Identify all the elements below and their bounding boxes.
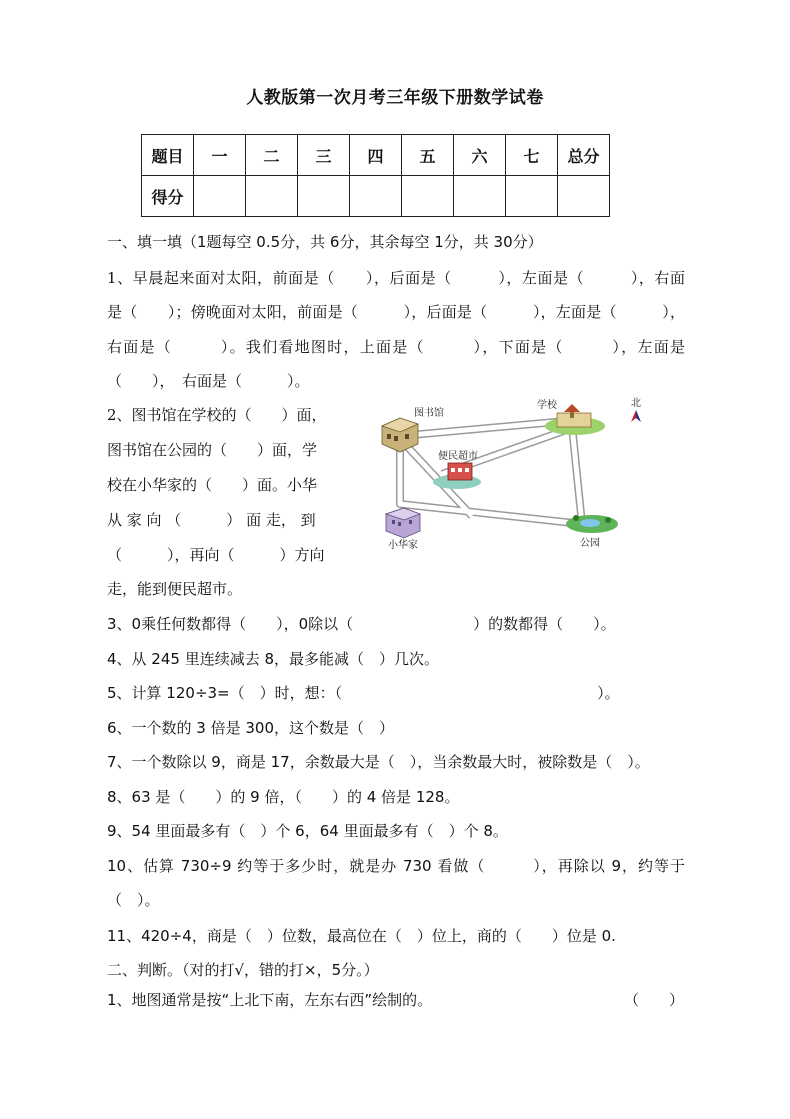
score-blank-cell — [454, 176, 506, 217]
table-cell: 三 — [298, 135, 350, 176]
table-cell: 四 — [350, 135, 402, 176]
north-arrow-icon — [631, 410, 641, 422]
score-blank-cell — [402, 176, 454, 217]
map-label-supermarket: 便民超市 — [438, 451, 478, 462]
q2-line-4: 从 家 向 （ ） 面 走， 到 — [107, 511, 316, 529]
q2-line-3: 校在小华家的（ ）面。小华 — [107, 476, 318, 494]
table-cell: 六 — [454, 135, 506, 176]
q10-line-1: 10、估算 730÷9 约等于多少时，就是办 730 看做（ ），再除以 9，约等于 — [107, 857, 685, 875]
q1-line-2: 是（ ）；傍晚面对太阳，前面是（ ），后面是（ ），左面是（ ）， — [107, 303, 685, 321]
score-blank-cell — [194, 176, 246, 217]
map-label-library: 图书馆 — [414, 408, 444, 419]
table-cell: 七 — [506, 135, 558, 176]
q9: 9、54 里面最多有（ ）个 6，64 里面最多有（ ）个 8。 — [107, 822, 508, 840]
home-building-icon — [386, 508, 420, 538]
q6: 6、一个数的 3 倍是 300，这个数是（ ） — [107, 719, 395, 737]
table-cell: 总分 — [558, 135, 610, 176]
q1-line-4: （ ）， 右面是（ ）。 — [107, 372, 310, 390]
score-blank-cell — [558, 176, 610, 217]
park-icon — [566, 515, 618, 533]
judge-q1-answer-blank: （ ） — [624, 991, 685, 1009]
q1-line-3: 右面是（ ）。我们看地图时，上面是（ ），下面是（ ），左面是 — [107, 338, 685, 356]
q10-line-2: （ ）。 — [107, 891, 160, 909]
score-blank-cell — [350, 176, 402, 217]
q2-line-2: 图书馆在公园的（ ）面，学 — [107, 441, 318, 459]
score-table-header-row — [142, 135, 610, 176]
q11: 11、420÷4，商是（ ）位数，最高位在（ ）位上，商的（ ）位是 0. — [107, 927, 616, 945]
q7: 7、一个数除以 9，商是 17，余数最大是（ ），当余数最大时，被除数是（ ）。 — [107, 753, 650, 771]
q4: 4、从 245 里连续减去 8，最多能减（ ）几次。 — [107, 650, 440, 668]
score-blank-cell — [298, 176, 350, 217]
q5: 5、计算 120÷3=（ ）时，想：（ ）。 — [107, 684, 620, 702]
map-label-park: 公园 — [580, 538, 600, 549]
table-cell: 题目 — [142, 135, 194, 176]
map-label-home: 小华家 — [388, 540, 418, 551]
map-label-school: 学校 — [537, 400, 557, 411]
q1-line-1: 1、早晨起来面对太阳，前面是（ ），后面是（ ），左面是（ ），右面 — [107, 269, 685, 287]
map-label-north: 北 — [631, 398, 641, 409]
section2-heading: 二、判断。（对的打√，错的打×，5分。） — [107, 961, 379, 979]
table-cell: 五 — [402, 135, 454, 176]
q2-line-6: 走，能到便民超市。 — [107, 580, 243, 598]
table-cell: 一 — [194, 135, 246, 176]
table-cell: 得分 — [142, 176, 194, 217]
exam-title: 人教版第一次月考三年级下册数学试卷 — [246, 88, 544, 108]
judge-q1: 1、地图通常是按“上北下南，左东右西”绘制的。 — [107, 991, 433, 1009]
section1-heading: 一、填一填（1题每空 0.5分，共 6分，其余每空 1分，共 30分） — [107, 233, 543, 251]
score-table-score-row — [142, 176, 610, 217]
q3: 3、0乘任何数都得（ ），0除以（ ）的数都得（ ）。 — [107, 615, 616, 633]
q2-line-1: 2、图书馆在学校的（ ）面， — [107, 406, 327, 424]
direction-map — [372, 396, 652, 556]
score-blank-cell — [506, 176, 558, 217]
q2-line-5: （ ），再向（ ）方向 — [107, 546, 325, 564]
q8: 8、63 是（ ）的 9 倍，（ ）的 4 倍是 128。 — [107, 788, 460, 806]
score-blank-cell — [246, 176, 298, 217]
table-cell: 二 — [246, 135, 298, 176]
score-table — [141, 134, 610, 217]
